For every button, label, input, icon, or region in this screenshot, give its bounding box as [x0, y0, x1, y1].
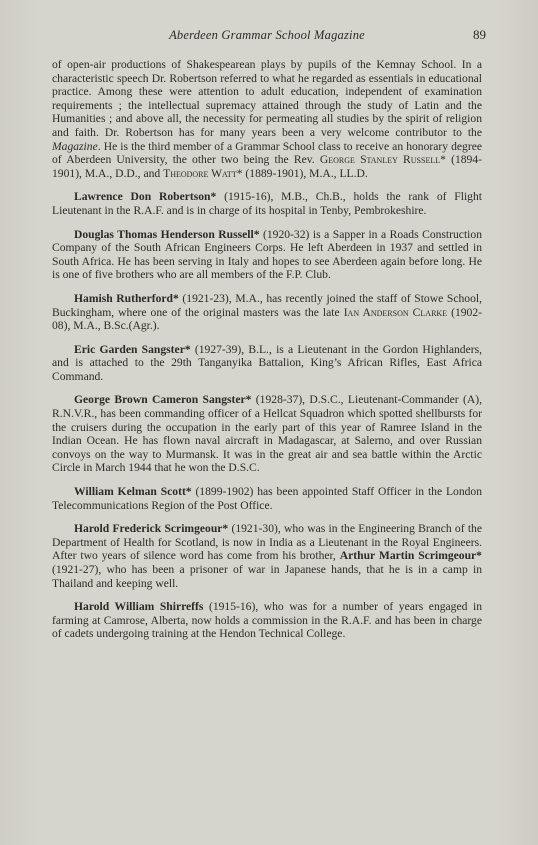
entry-text: (1921-30), who was in the Engineering Branch of the Department of Health for Scotland, is now in India as a Lieutenant in the Royal Engineers. After two years of silence word has come from his brother, — [52, 522, 482, 563]
intro-text: * (1889-1901), M.A., LL.D. — [236, 166, 368, 180]
entry-paragraph — [52, 292, 482, 333]
intro-text: . He is the third member of a Grammar School class to receive an honorary degree of Aberdeen University, the other two being the Rev. — [52, 139, 482, 167]
person-name-smallcaps: Theodore Watt — [163, 166, 237, 180]
entry-text: (1915-16), who was for a number of years engaged in farming at Camrose, Alberta, now holds a commission in the R.A.F. and has been in charge of cadets undergoing training at the Hendon Technical College. — [52, 600, 482, 641]
entry-text: (1899-1902) has been appointed Staff Officer in the London Telecommunications Region of the Post Office. — [52, 485, 483, 512]
entry-paragraph — [52, 343, 482, 384]
entry-name: George Brown Cameron Sangster* — [74, 393, 252, 407]
entry-name: Eric Garden Sangster* — [74, 342, 191, 356]
running-title: Aberdeen Grammar School Magazine — [169, 28, 365, 42]
entry-text: (1927-39), B.L., is a Lieutenant in the Gordon Highlanders, and is attached to the 29th Tanganyika Battalion, King’s African Rifles, East Africa Command. — [52, 342, 482, 383]
entry-text: (1902-08), M.A., B.Sc.(Agr.). — [52, 305, 483, 333]
intro-text: * (1894-1901), M.A., D.D., and — [52, 153, 483, 180]
person-name-smallcaps: George Stanley Russell — [319, 153, 441, 167]
running-head — [52, 27, 486, 52]
entry-name: Arthur Martin Scrimgeour* — [339, 549, 482, 563]
entry-paragraph — [52, 522, 482, 590]
entry-paragraph — [52, 393, 482, 475]
page-number: 89 — [473, 27, 486, 42]
entry-paragraph — [52, 228, 482, 282]
magazine-title: Magazine — [52, 139, 98, 153]
entry-name: Lawrence Don Robertson* — [74, 190, 217, 204]
entry-paragraph — [52, 485, 482, 512]
entry-paragraph — [52, 190, 482, 217]
intro-paragraph — [52, 58, 482, 180]
entry-text: (1921-27), who has been a prisoner of war in Japanese hands, that he is in a camp in Thailand and keeping well. — [52, 563, 482, 590]
entry-name: Hamish Rutherford* — [74, 291, 179, 305]
intro-text: of open-air productions of Shakespearean plays by pupils of the Kemnay School. In a characteristic speech Dr. Robertson referred to what he regarded as essentials in educational practice. Among these were attention to adult education, independent of examination requirements ; the intellectual supremacy attained through the study of Latin and the Humanities ; and above all, the necessity for permeating all studies by the spirit of religion and faith. Dr. Robertson has for many years been a very welcome contributor to the — [52, 58, 482, 139]
entry-name: Douglas Thomas Henderson Russell* — [74, 227, 260, 241]
entry-paragraph — [52, 600, 482, 641]
entry-text: (1928-37), D.S.C., Lieutenant-Commander (A), R.N.V.R., has been commanding officer of a Hellcat Squadron which spotted shellbursts for the cruisers during the occupation in the early part of this year of Ramree Island in the Indian Ocean. He has flown naval aircraft in Madagascar, at Salerno, and over Russian convoys on the way to Murmansk. It was in the great air and sea battle within the Arctic Circle in March 1944 that he won the D.S.C. — [52, 393, 482, 475]
entry-name: Harold William Shirreffs — [74, 600, 204, 614]
entry-name: Harold Frederick Scrimgeour* — [74, 522, 229, 536]
person-name-smallcaps: Ian Anderson Clarke — [343, 305, 448, 319]
entry-text: (1915-16), M.B., Ch.B., holds the rank of Flight Lieutenant in the R.A.F. and is in charge of its hospital in Tenby, Pembrokeshire. — [52, 190, 482, 217]
entry-text: (1921-23), M.A., has recently joined the staff of Stowe School, Buckingham, where one of the original masters was the late — [52, 291, 482, 319]
entry-text: (1920-32) is a Sapper in a Roads Construction Company of the South African Engineers Corps. He left Aberdeen in 1937 and settled in South Africa. He has been serving in Italy and hopes to see Aberdeen again before long. He is one of five brothers who are all members of the F.P. Club. — [52, 227, 482, 282]
entry-name: William Kelman Scott* — [74, 485, 192, 499]
